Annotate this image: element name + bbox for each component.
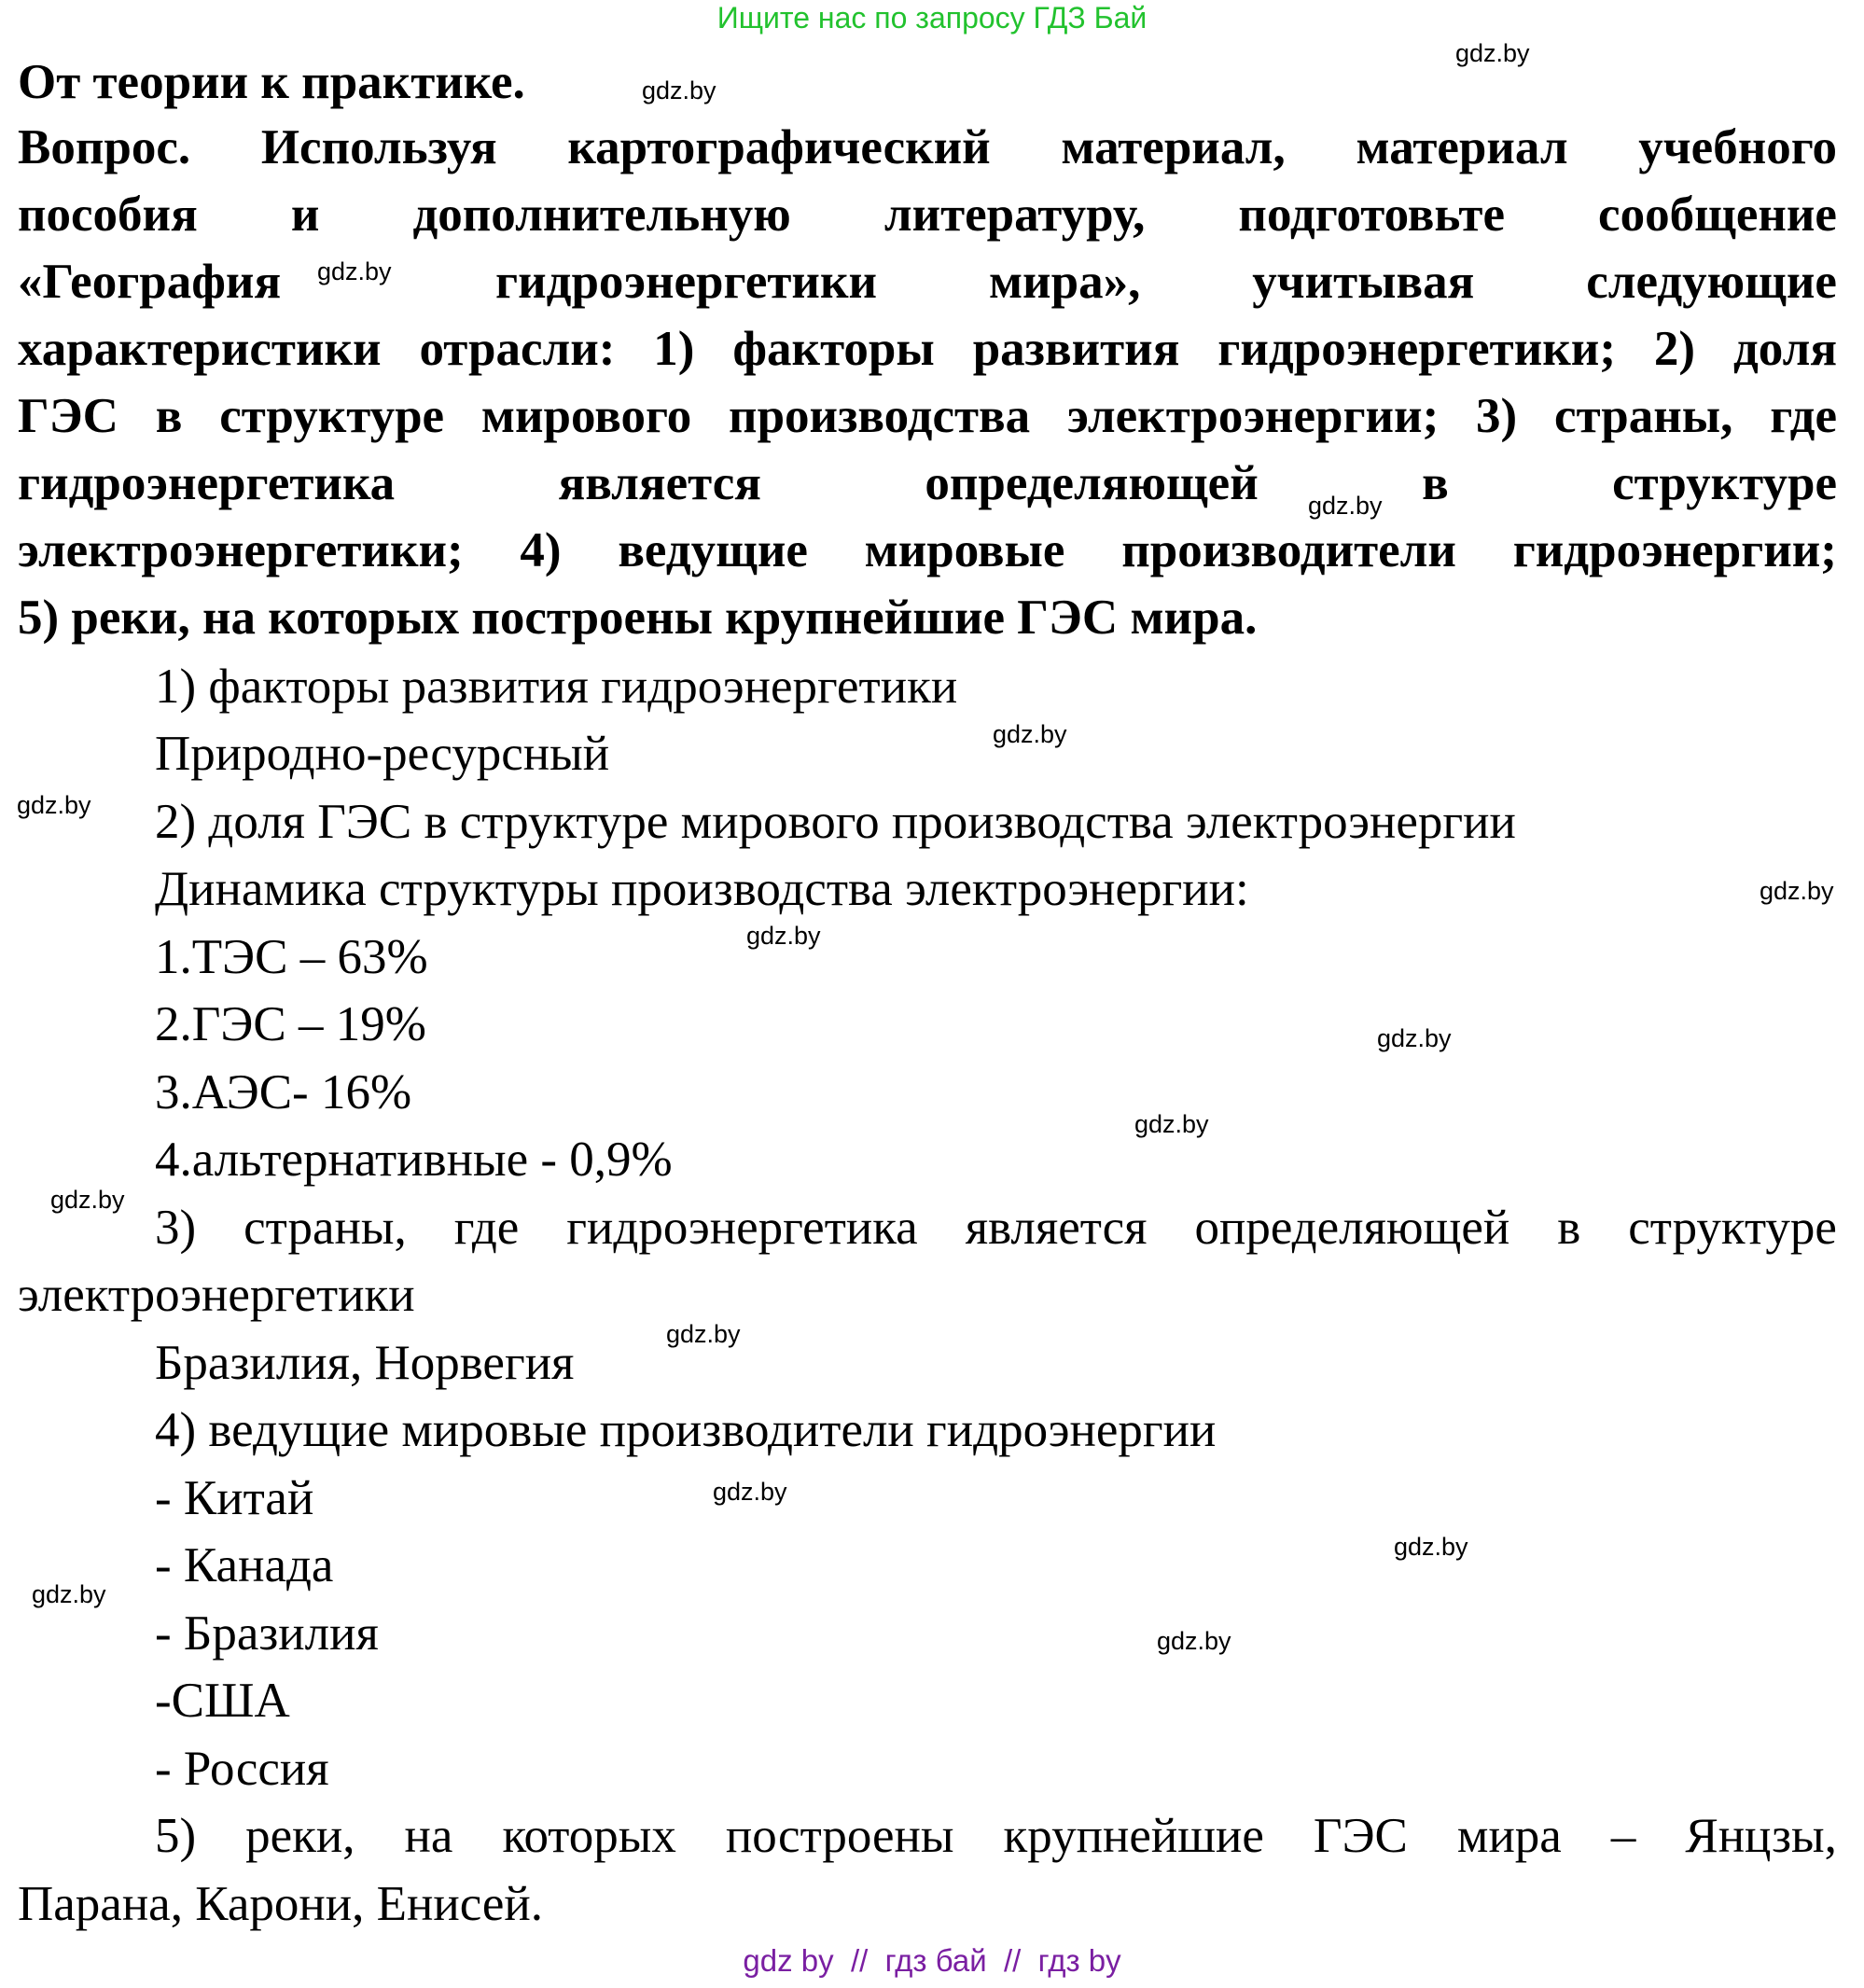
word: и bbox=[290, 188, 320, 242]
watermark: gdz.by bbox=[713, 1478, 787, 1506]
question-line-3 bbox=[18, 254, 1837, 310]
section-4-item: - Канада bbox=[155, 1538, 334, 1592]
word: «География bbox=[18, 255, 282, 309]
word: сообщение bbox=[1598, 188, 1837, 242]
word: Вопрос. bbox=[18, 120, 191, 174]
watermark: gdz.by bbox=[642, 76, 716, 104]
word: Янцзы, bbox=[1685, 1809, 1837, 1863]
section-2-heading: 2) доля ГЭС в структуре мирового производства электроэнергии bbox=[155, 795, 1516, 849]
section-4-item: - Китай bbox=[155, 1471, 314, 1525]
watermark: gdz.by bbox=[746, 922, 821, 950]
question-line-6 bbox=[18, 455, 1837, 511]
watermark: gdz.by bbox=[1308, 492, 1383, 520]
watermark: gdz.by bbox=[1157, 1627, 1231, 1655]
word: гидроэнергии; bbox=[1512, 523, 1837, 577]
word: реки, bbox=[245, 1809, 355, 1863]
word: подготовьте bbox=[1238, 188, 1505, 242]
question-line-7 bbox=[18, 522, 1837, 578]
watermark: gdz.by bbox=[1377, 1024, 1452, 1052]
word: материал, bbox=[1061, 120, 1286, 174]
word: учитывая bbox=[1252, 255, 1475, 309]
question-line-2 bbox=[18, 187, 1837, 243]
watermark: gdz.by bbox=[1760, 877, 1834, 905]
section-5-line-1 bbox=[155, 1808, 1837, 1864]
question-line-8: 5) реки, на которых построены крупнейшие ГЭС мира. bbox=[18, 591, 1258, 645]
word: гидроэнергетики bbox=[495, 255, 878, 309]
section-2-item: 2.ГЭС – 19% bbox=[155, 997, 426, 1051]
section-4-item: - Бразилия bbox=[155, 1606, 379, 1661]
word: страны, bbox=[243, 1201, 407, 1255]
word: дополнительную bbox=[412, 188, 791, 242]
word: гидроэнергетика bbox=[18, 456, 396, 510]
question-line-4: характеристики отрасли: 1) факторы развития гидроэнергетики; 2) доля bbox=[18, 322, 1837, 376]
word: на bbox=[404, 1809, 453, 1863]
word: пособия bbox=[18, 188, 198, 242]
word: Используя bbox=[260, 120, 497, 174]
section-2-item: 1.ТЭС – 63% bbox=[155, 930, 428, 984]
watermark: gdz.by bbox=[50, 1186, 125, 1214]
watermark: gdz.by bbox=[1455, 39, 1530, 67]
watermark: gdz.by bbox=[1134, 1110, 1209, 1138]
watermark: gdz.by bbox=[32, 1580, 106, 1608]
section-4-heading: 4) ведущие мировые производители гидроэнергии bbox=[155, 1403, 1217, 1457]
footer-links: gdz by // гдз бай // гдз by bbox=[743, 1943, 1121, 1978]
question-line-5: ГЭС в структуре мирового производства электроэнергии; 3) страны, где bbox=[18, 389, 1837, 443]
word: литературу, bbox=[883, 188, 1146, 242]
word: учебного bbox=[1638, 120, 1837, 174]
word: является bbox=[558, 456, 761, 510]
word: является bbox=[965, 1201, 1148, 1255]
word: в bbox=[1422, 456, 1449, 510]
word: структуре bbox=[1612, 456, 1837, 510]
word: производители bbox=[1121, 523, 1456, 577]
word: структуре bbox=[1628, 1201, 1837, 1255]
word: 3) bbox=[155, 1201, 197, 1255]
word: гидроэнергетика bbox=[566, 1201, 918, 1255]
section-4-item: - Россия bbox=[155, 1742, 329, 1796]
section-3-text: Бразилия, Норвегия bbox=[155, 1336, 575, 1390]
watermark: gdz.by bbox=[1394, 1533, 1468, 1561]
watermark: gdz.by bbox=[17, 791, 91, 819]
word: крупнейшие bbox=[1003, 1809, 1264, 1863]
top-banner: Ищите нас по запросу ГДЗ Бай bbox=[716, 1, 1148, 35]
section-2-intro: Динамика структуры производства электроэнергии: bbox=[155, 862, 1249, 916]
word: мира bbox=[1456, 1809, 1562, 1863]
watermark: gdz.by bbox=[993, 720, 1067, 748]
watermark: gdz.by bbox=[317, 257, 392, 285]
word: в bbox=[1557, 1201, 1581, 1255]
word: материал bbox=[1356, 120, 1568, 174]
word: определяющей bbox=[925, 456, 1259, 510]
section-2-item: 4.альтернативные - 0,9% bbox=[155, 1133, 673, 1187]
task-title: От теории к практике. bbox=[18, 55, 525, 109]
section-1-text: Природно-ресурсный bbox=[155, 727, 610, 781]
word: определяющей bbox=[1194, 1201, 1510, 1255]
section-1-heading: 1) факторы развития гидроэнергетики bbox=[155, 660, 958, 714]
section-3-heading bbox=[155, 1200, 1837, 1256]
word: картографический bbox=[567, 120, 991, 174]
section-2-item: 3.АЭС- 16% bbox=[155, 1065, 412, 1119]
section-3-heading-cont: электроэнергетики bbox=[18, 1268, 415, 1322]
word: которых bbox=[502, 1809, 676, 1863]
word: 5) bbox=[155, 1809, 197, 1863]
word: – bbox=[1610, 1809, 1636, 1863]
word: 4) bbox=[520, 523, 562, 577]
word: ведущие bbox=[618, 523, 808, 577]
question-line-1 bbox=[18, 119, 1837, 175]
word: следующие bbox=[1586, 255, 1837, 309]
watermark: gdz.by bbox=[666, 1320, 741, 1348]
word: мира», bbox=[988, 255, 1141, 309]
word: электроэнергетики; bbox=[18, 523, 464, 577]
word: ГЭС bbox=[1313, 1809, 1408, 1863]
word: мировые bbox=[864, 523, 1065, 577]
section-4-item: -США bbox=[155, 1674, 290, 1728]
section-5-line-2: Парана, Карони, Енисей. bbox=[18, 1877, 544, 1931]
word: где bbox=[453, 1201, 520, 1255]
word: построены bbox=[725, 1809, 954, 1863]
